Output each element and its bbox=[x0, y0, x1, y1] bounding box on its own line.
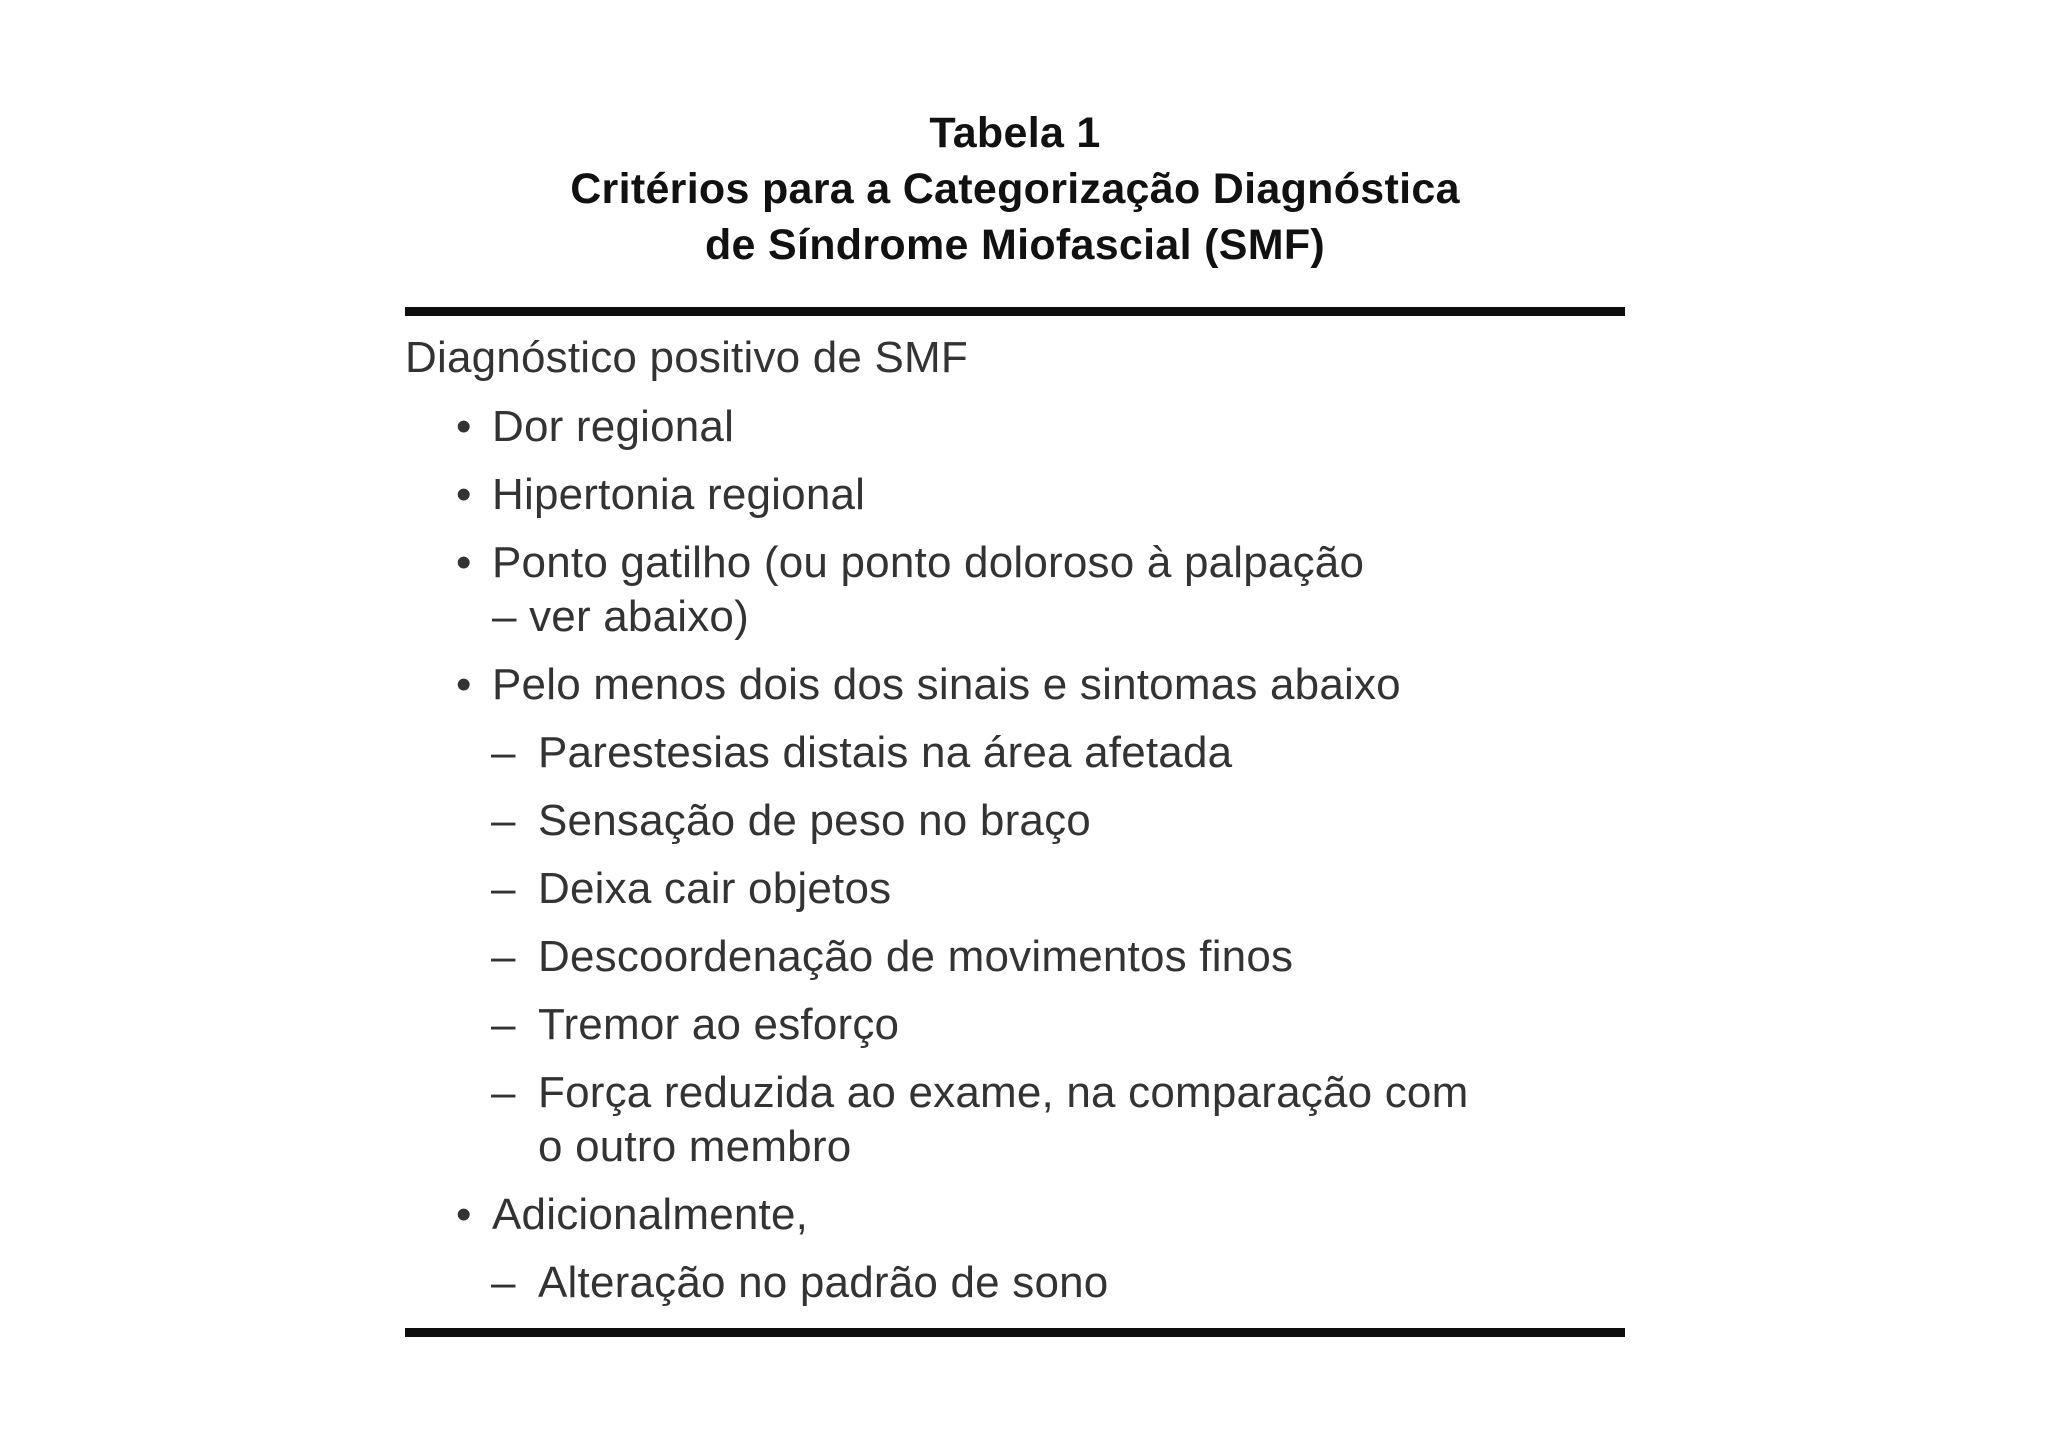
criteria-table bbox=[405, 105, 1625, 1337]
symptom-item bbox=[405, 998, 1625, 1052]
dash-icon: – bbox=[491, 1258, 516, 1307]
symptom-text: Descoordenação de movimentos finos bbox=[538, 932, 1294, 981]
dash-icon: – bbox=[491, 1000, 516, 1049]
bullet-icon: • bbox=[456, 402, 472, 451]
table-body bbox=[405, 330, 1625, 1310]
additional-item bbox=[405, 1256, 1625, 1310]
additional-text: Alteração no padrão de sono bbox=[538, 1258, 1109, 1307]
criterion-item bbox=[405, 658, 1625, 712]
symptom-text: Força reduzida ao exame, na comparação com bbox=[538, 1068, 1469, 1117]
bullet-icon: • bbox=[456, 538, 472, 587]
dash-icon: – bbox=[491, 728, 516, 777]
criterion-text: Ponto gatilho (ou ponto doloroso à palpação bbox=[492, 538, 1365, 587]
symptom-text: Tremor ao esforço bbox=[538, 1000, 900, 1049]
criterion-item bbox=[405, 536, 1625, 644]
symptom-text: Deixa cair objetos bbox=[538, 864, 892, 913]
symptom-item bbox=[405, 930, 1625, 984]
top-rule bbox=[405, 307, 1625, 316]
symptom-item bbox=[405, 726, 1625, 780]
table-title-line-1: Critérios para a Categorização Diagnóstica bbox=[570, 165, 1460, 213]
bullet-icon: • bbox=[456, 660, 472, 709]
dash-icon: – bbox=[491, 932, 516, 981]
criterion-item bbox=[405, 468, 1625, 522]
section-heading: Diagnóstico positivo de SMF bbox=[405, 333, 968, 382]
criteria-list bbox=[405, 400, 1625, 1310]
symptom-text: Sensação de peso no braço bbox=[538, 796, 1091, 845]
table-number: Tabela 1 bbox=[929, 109, 1101, 157]
symptom-item bbox=[405, 1066, 1625, 1174]
criterion-text: Hipertonia regional bbox=[492, 470, 866, 519]
symptom-item bbox=[405, 862, 1625, 916]
table-caption bbox=[405, 105, 1625, 273]
symptom-text-continued: o outro membro bbox=[538, 1122, 852, 1171]
criterion-text: Adicionalmente, bbox=[492, 1190, 809, 1239]
bottom-rule bbox=[405, 1328, 1625, 1337]
dash-icon: – bbox=[491, 864, 516, 913]
table-title-line-2: de Síndrome Miofascial (SMF) bbox=[704, 221, 1326, 269]
symptom-item bbox=[405, 794, 1625, 848]
bullet-icon: • bbox=[456, 470, 472, 519]
criterion-text-continued: – ver abaixo) bbox=[492, 592, 749, 641]
criterion-text: Pelo menos dois dos sinais e sintomas abaixo bbox=[492, 660, 1401, 709]
symptom-text: Parestesias distais na área afetada bbox=[538, 728, 1233, 777]
dash-icon: – bbox=[491, 796, 516, 845]
criterion-item bbox=[405, 400, 1625, 454]
bullet-icon: • bbox=[456, 1190, 472, 1239]
criterion-item bbox=[405, 1188, 1625, 1242]
dash-icon: – bbox=[491, 1068, 516, 1117]
criterion-text: Dor regional bbox=[492, 402, 735, 451]
